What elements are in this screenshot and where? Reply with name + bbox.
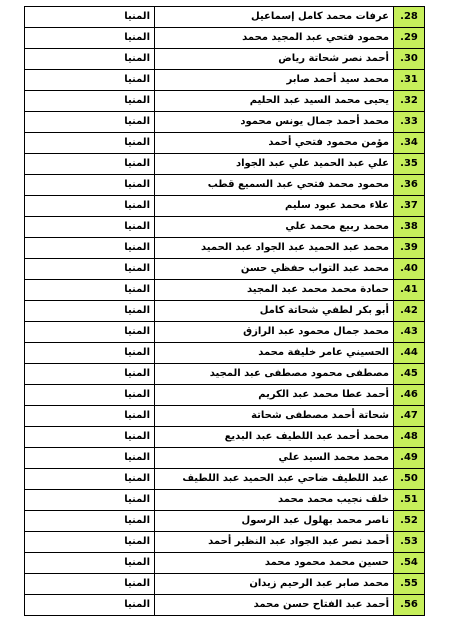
person-name: محمد أحمد جمال يونس محمود (155, 112, 394, 133)
governorate: المنيا (25, 511, 155, 532)
table-row (25, 595, 425, 616)
person-name: محمد عبد الحميد عبد الجواد عبد الحميد (155, 238, 394, 259)
person-name: حمادة محمد محمد عبد المجيد (155, 280, 394, 301)
person-name: محمد جمال محمود عبد الرازق (155, 322, 394, 343)
row-number: .33 (394, 112, 425, 133)
governorate: المنيا (25, 427, 155, 448)
table-row (25, 154, 425, 175)
governorate: المنيا (25, 469, 155, 490)
governorate: المنيا (25, 196, 155, 217)
row-number: .30 (394, 49, 425, 70)
row-number: .46 (394, 385, 425, 406)
row-number: .54 (394, 553, 425, 574)
table-row (25, 112, 425, 133)
table-row (25, 385, 425, 406)
table-row (25, 238, 425, 259)
row-number: .53 (394, 532, 425, 553)
person-name: عرفات محمد كامل إسماعيل (155, 7, 394, 28)
governorate: المنيا (25, 112, 155, 133)
row-number: .36 (394, 175, 425, 196)
row-number: .35 (394, 154, 425, 175)
table-row (25, 301, 425, 322)
governorate: المنيا (25, 91, 155, 112)
governorate: المنيا (25, 238, 155, 259)
row-number: .34 (394, 133, 425, 154)
table-row (25, 280, 425, 301)
person-name: محمد محمد السيد علي (155, 448, 394, 469)
person-name: ناصر محمد بهلول عبد الرسول (155, 511, 394, 532)
governorate: المنيا (25, 553, 155, 574)
governorate: المنيا (25, 49, 155, 70)
table-row (25, 532, 425, 553)
person-name: علي عبد الحميد علي عبد الجواد (155, 154, 394, 175)
table-row (25, 175, 425, 196)
governorate: المنيا (25, 406, 155, 427)
row-number: .56 (394, 595, 425, 616)
governorate: المنيا (25, 7, 155, 28)
row-number: .49 (394, 448, 425, 469)
person-name: محمد صابر عبد الرحيم زيدان (155, 574, 394, 595)
person-name: حسين محمد محمود محمد (155, 553, 394, 574)
governorate: المنيا (25, 154, 155, 175)
person-name: أبو بكر لطفي شحاتة كامل (155, 301, 394, 322)
table-row (25, 469, 425, 490)
table-row (25, 490, 425, 511)
row-number: .44 (394, 343, 425, 364)
row-number: .51 (394, 490, 425, 511)
table-row (25, 406, 425, 427)
names-table-body (25, 7, 425, 616)
table-row (25, 448, 425, 469)
row-number: .32 (394, 91, 425, 112)
row-number: .55 (394, 574, 425, 595)
person-name: محمد ربيع محمد علي (155, 217, 394, 238)
person-name: أحمد نصر شحاتة رياض (155, 49, 394, 70)
person-name: محمد أحمد عبد اللطيف عبد البديع (155, 427, 394, 448)
person-name: محمد عبد التواب حفظي حسن (155, 259, 394, 280)
table-row (25, 7, 425, 28)
governorate: المنيا (25, 595, 155, 616)
governorate: المنيا (25, 364, 155, 385)
row-number: .37 (394, 196, 425, 217)
table-row (25, 511, 425, 532)
governorate: المنيا (25, 217, 155, 238)
row-number: .42 (394, 301, 425, 322)
table-row (25, 343, 425, 364)
table-row (25, 196, 425, 217)
person-name: يحيى محمد السيد عبد الحليم (155, 91, 394, 112)
row-number: .29 (394, 28, 425, 49)
row-number: .28 (394, 7, 425, 28)
person-name: أحمد عبد الفتاح حسن محمد (155, 595, 394, 616)
governorate: المنيا (25, 175, 155, 196)
person-name: أحمد نصر عبد الجواد عبد النظير أحمد (155, 532, 394, 553)
person-name: عبد اللطيف ضاحي عبد الحميد عبد اللطيف (155, 469, 394, 490)
governorate: المنيا (25, 259, 155, 280)
person-name: الحسيني عامر خليفة محمد (155, 343, 394, 364)
row-number: .50 (394, 469, 425, 490)
table-row (25, 322, 425, 343)
row-number: .45 (394, 364, 425, 385)
governorate: المنيا (25, 385, 155, 406)
governorate: المنيا (25, 448, 155, 469)
table-row (25, 217, 425, 238)
governorate: المنيا (25, 280, 155, 301)
person-name: محمود فتحي عبد المجيد محمد (155, 28, 394, 49)
person-name: مصطفى محمود مصطفى عبد المجيد (155, 364, 394, 385)
person-name: خلف نجيب محمد محمد (155, 490, 394, 511)
governorate: المنيا (25, 301, 155, 322)
row-number: .48 (394, 427, 425, 448)
person-name: محمد سيد أحمد صابر (155, 70, 394, 91)
table-row (25, 553, 425, 574)
person-name: شحاتة أحمد مصطفى شحاتة (155, 406, 394, 427)
table-row (25, 133, 425, 154)
row-number: .47 (394, 406, 425, 427)
governorate: المنيا (25, 133, 155, 154)
row-number: .52 (394, 511, 425, 532)
table-row (25, 427, 425, 448)
table-row (25, 70, 425, 91)
row-number: .38 (394, 217, 425, 238)
table-row (25, 91, 425, 112)
table-row (25, 28, 425, 49)
person-name: مؤمن محمود فتحي أحمد (155, 133, 394, 154)
names-table (24, 6, 425, 616)
governorate: المنيا (25, 490, 155, 511)
row-number: .43 (394, 322, 425, 343)
document-page (24, 6, 425, 616)
governorate: المنيا (25, 574, 155, 595)
governorate: المنيا (25, 343, 155, 364)
table-row (25, 259, 425, 280)
governorate: المنيا (25, 532, 155, 553)
row-number: .40 (394, 259, 425, 280)
row-number: .39 (394, 238, 425, 259)
table-row (25, 574, 425, 595)
person-name: أحمد عطا محمد عبد الكريم (155, 385, 394, 406)
table-row (25, 49, 425, 70)
governorate: المنيا (25, 28, 155, 49)
row-number: .41 (394, 280, 425, 301)
governorate: المنيا (25, 70, 155, 91)
person-name: محمود محمد فتحي عبد السميع قطب (155, 175, 394, 196)
governorate: المنيا (25, 322, 155, 343)
person-name: علاء محمد عبود سليم (155, 196, 394, 217)
table-row (25, 364, 425, 385)
row-number: .31 (394, 70, 425, 91)
